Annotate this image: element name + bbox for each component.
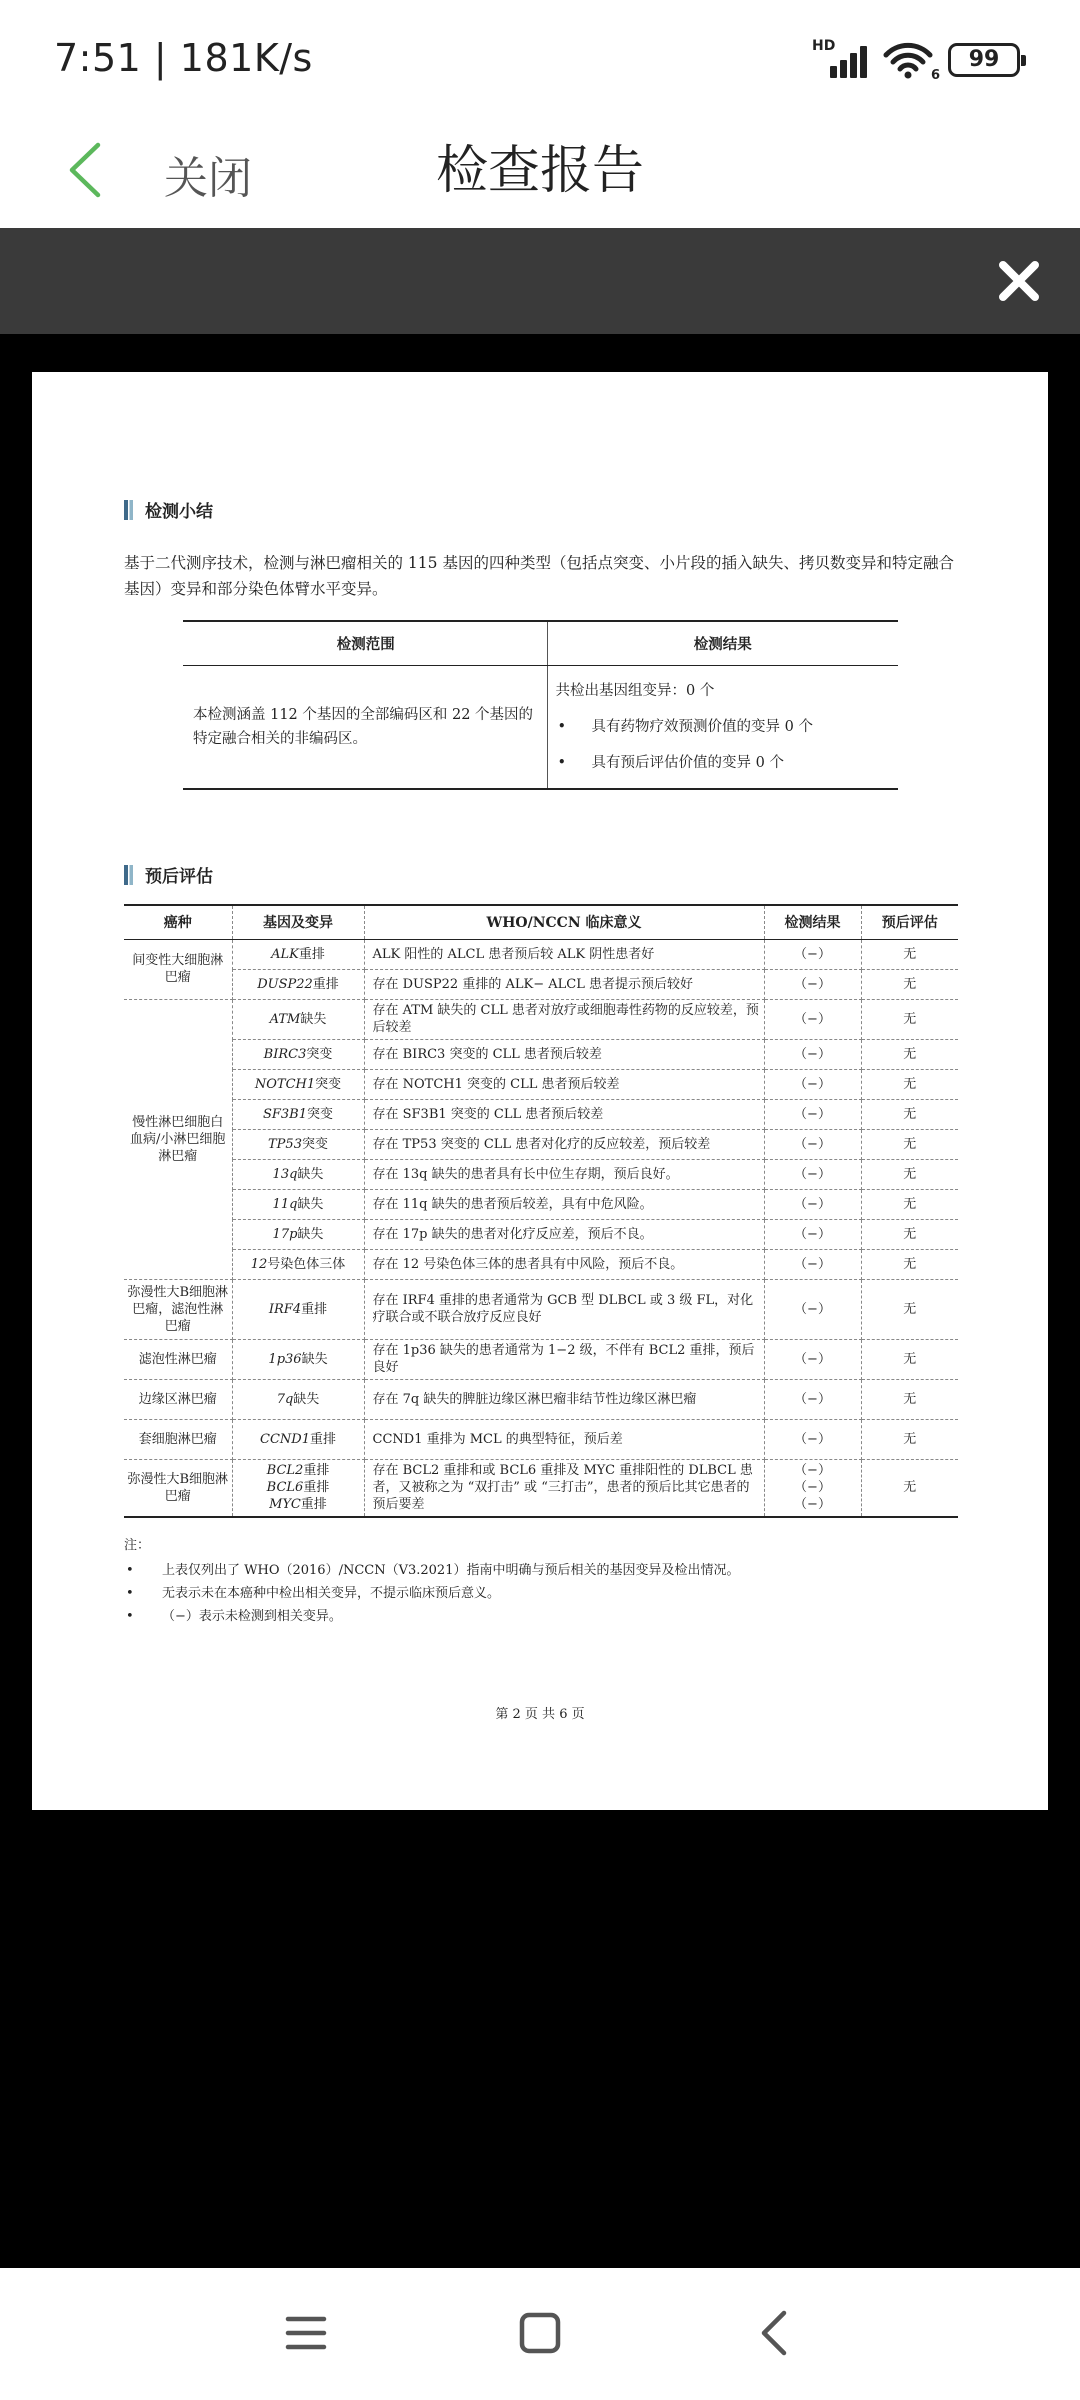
cancer-type-cell: 弥漫性大B细胞淋巴瘤 bbox=[124, 1459, 232, 1517]
evaluation-cell: 无 bbox=[861, 1339, 958, 1379]
evaluation-cell: 无 bbox=[861, 1279, 958, 1339]
significance-cell: 存在 7q 缺失的脾脏边缘区淋巴瘤非结节性边缘区淋巴瘤 bbox=[364, 1379, 764, 1419]
evaluation-cell: 无 bbox=[861, 1379, 958, 1419]
result-cell: （−） bbox=[764, 1159, 861, 1189]
summary-result-item: • 具有药物疗效预测价值的变异 0 个 bbox=[556, 715, 891, 739]
evaluation-cell: 无 bbox=[861, 1419, 958, 1459]
result-cell: （−） bbox=[764, 1129, 861, 1159]
prognosis-table-header bbox=[124, 905, 958, 939]
summary-heading bbox=[124, 497, 213, 522]
evaluation-cell: 无 bbox=[861, 1219, 958, 1249]
gene-cell: 17p缺失 bbox=[232, 1219, 364, 1249]
table-row bbox=[124, 1039, 958, 1069]
wifi-subscript: 6 bbox=[930, 68, 940, 83]
prognosis-table bbox=[124, 904, 958, 1518]
table-row bbox=[124, 1379, 958, 1419]
cancer-type-cell: 弥漫性大B细胞淋巴瘤，滤泡性淋巴瘤 bbox=[124, 1279, 232, 1339]
system-nav-bar bbox=[0, 2268, 1080, 2400]
menu-button[interactable] bbox=[266, 2298, 346, 2368]
result-cell: （−） bbox=[764, 1219, 861, 1249]
note-item: • 无表示未在本癌种中检出相关变异，不提示临床预后意义。 bbox=[124, 1582, 958, 1605]
significance-cell: 存在 13q 缺失的患者具有长中位生存期，预后良好。 bbox=[364, 1159, 764, 1189]
gene-cell: BIRC3突变 bbox=[232, 1039, 364, 1069]
gene-cell: 13q缺失 bbox=[232, 1159, 364, 1189]
table-row bbox=[124, 1069, 958, 1099]
note-item: • 上表仅列出了 WHO（2016）/NCCN（V3.2021）指南中明确与预后相关的基因变异及检出情况。 bbox=[124, 1559, 958, 1582]
evaluation-cell: 无 bbox=[861, 999, 958, 1039]
gene-cell: 7q缺失 bbox=[232, 1379, 364, 1419]
battery-icon: 99 bbox=[948, 43, 1020, 77]
status-time: 7:51 | 181K/s bbox=[54, 36, 313, 80]
prognosis-heading bbox=[124, 862, 213, 887]
gene-cell: 11q缺失 bbox=[232, 1189, 364, 1219]
significance-cell: 存在 11q 缺失的患者预后较差，具有中危风险。 bbox=[364, 1189, 764, 1219]
header-significance: WHO/NCCN 临床意义 bbox=[364, 905, 764, 939]
significance-cell: 存在 TP53 突变的 CLL 患者对化疗的反应较差，预后较差 bbox=[364, 1129, 764, 1159]
table-row bbox=[124, 1249, 958, 1279]
evaluation-cell: 无 bbox=[861, 1039, 958, 1069]
status-bar bbox=[0, 0, 1080, 120]
significance-cell: 存在 ATM 缺失的 CLL 患者对放疗或细胞毒性药物的反应较差，预后较差 bbox=[364, 999, 764, 1039]
significance-cell: 存在 BCL2 重排和或 BCL6 重排及 MYC 重排阳性的 DLBCL 患者，又被称之为 “双打击” 或 “三打击”，患者的预后比其它患者的预后要差 bbox=[364, 1459, 764, 1517]
cell-signal-icon bbox=[812, 38, 868, 78]
significance-cell: 存在 1p36 缺失的患者通常为 1−2 级，不伴有 BCL2 重排，预后良好 bbox=[364, 1339, 764, 1379]
significance-cell: 存在 17p 缺失的患者对化疗反应差，预后不良。 bbox=[364, 1219, 764, 1249]
significance-cell: 存在 SF3B1 突变的 CLL 患者预后较差 bbox=[364, 1099, 764, 1129]
table-row bbox=[124, 999, 958, 1039]
close-link[interactable]: 关闭 bbox=[164, 153, 252, 204]
evaluation-cell: 无 bbox=[861, 1099, 958, 1129]
summary-table-header-scope: 检测范围 bbox=[183, 621, 547, 665]
table-row bbox=[124, 1339, 958, 1379]
evaluation-cell: 无 bbox=[861, 939, 958, 969]
cancer-type-cell: 套细胞淋巴瘤 bbox=[124, 1419, 232, 1459]
significance-cell: 存在 NOTCH1 突变的 CLL 患者预后较差 bbox=[364, 1069, 764, 1099]
table-row bbox=[124, 1419, 958, 1459]
table-row bbox=[124, 969, 958, 999]
note-item: • （−）表示未检测到相关变异。 bbox=[124, 1605, 958, 1628]
table-row bbox=[124, 1279, 958, 1339]
summary-heading-text: 检测小结 bbox=[145, 502, 213, 522]
summary-paragraph: 基于二代测序技术，检测与淋巴瘤相关的 115 基因的四种类型（包括点突变、小片段的插入缺失、拷贝数变异和特定融合基因）变异和部分染色体臂水平变异。 bbox=[124, 554, 954, 598]
significance-cell: CCND1 重排为 MCL 的典型特征，预后差 bbox=[364, 1419, 764, 1459]
header-cancer-type: 癌种 bbox=[124, 905, 232, 939]
cancer-type-cell: 滤泡性淋巴瘤 bbox=[124, 1339, 232, 1379]
summary-table bbox=[183, 620, 898, 790]
gene-cell: IRF4重排 bbox=[232, 1279, 364, 1339]
menu-icon bbox=[284, 2313, 328, 2353]
header-result: 检测结果 bbox=[764, 905, 861, 939]
result-cell: （−） （−） （−） bbox=[764, 1459, 861, 1517]
result-cell: （−） bbox=[764, 969, 861, 999]
gene-cell: DUSP22重排 bbox=[232, 969, 364, 999]
summary-table-header-result: 检测结果 bbox=[547, 621, 898, 665]
gene-cell: 1p36缺失 bbox=[232, 1339, 364, 1379]
summary-scope-cell: 本检测涵盖 112 个基因的全部编码区和 22 个基因的特定融合相关的非编码区。 bbox=[183, 665, 547, 789]
evaluation-cell: 无 bbox=[861, 1159, 958, 1189]
summary-result-cell bbox=[547, 665, 898, 789]
evaluation-cell: 无 bbox=[861, 1189, 958, 1219]
table-row bbox=[124, 1159, 958, 1189]
app-bar bbox=[0, 120, 1080, 228]
result-cell: （−） bbox=[764, 1249, 861, 1279]
evaluation-cell: 无 bbox=[861, 1129, 958, 1159]
notes-title: 注： bbox=[124, 1538, 151, 1553]
table-row bbox=[124, 1459, 958, 1517]
result-cell: （−） bbox=[764, 1189, 861, 1219]
notes bbox=[124, 1534, 958, 1628]
section-marker-icon bbox=[124, 865, 133, 885]
close-x-icon bbox=[998, 260, 1040, 302]
back-nav-button[interactable] bbox=[734, 2298, 814, 2368]
result-cell: （−） bbox=[764, 939, 861, 969]
significance-cell: 存在 BIRC3 突变的 CLL 患者预后较差 bbox=[364, 1039, 764, 1069]
gene-cell: ATM缺失 bbox=[232, 999, 364, 1039]
page-title bbox=[0, 128, 1080, 203]
page-number: 第 2 页 共 6 页 bbox=[495, 1707, 585, 1722]
back-triangle-icon bbox=[756, 2309, 792, 2357]
table-row bbox=[124, 1129, 958, 1159]
table-row bbox=[124, 1099, 958, 1129]
wifi-icon bbox=[882, 41, 940, 83]
significance-cell: ALK 阳性的 ALCL 患者预后较 ALK 阴性患者好 bbox=[364, 939, 764, 969]
result-cell: （−） bbox=[764, 1069, 861, 1099]
cancer-type-cell: 间变性大细胞淋巴瘤 bbox=[124, 939, 232, 999]
cancer-type-cell: 边缘区淋巴瘤 bbox=[124, 1379, 232, 1419]
gene-cell: NOTCH1突变 bbox=[232, 1069, 364, 1099]
header-gene: 基因及变异 bbox=[232, 905, 364, 939]
prognosis-heading-text: 预后评估 bbox=[145, 867, 213, 887]
status-icons bbox=[812, 38, 1020, 83]
viewer-close-button[interactable] bbox=[988, 250, 1050, 312]
header-evaluation: 预后评估 bbox=[861, 905, 958, 939]
summary-result-item: • 具有预后评估价值的变异 0 个 bbox=[556, 751, 891, 775]
result-cell: （−） bbox=[764, 1339, 861, 1379]
network-type-label: HD bbox=[812, 38, 836, 54]
result-cell: （−） bbox=[764, 999, 861, 1039]
table-row bbox=[124, 1189, 958, 1219]
evaluation-cell: 无 bbox=[861, 1459, 958, 1517]
result-cell: （−） bbox=[764, 1419, 861, 1459]
result-cell: （−） bbox=[764, 1099, 861, 1129]
gene-cell: 12号染色体三体 bbox=[232, 1249, 364, 1279]
document-viewer[interactable] bbox=[0, 334, 1080, 2268]
table-row bbox=[124, 939, 958, 969]
summary-result-head: 共检出基因组变异：0 个 bbox=[555, 682, 715, 699]
cancer-type-cell: 慢性淋巴细胞白血病/小淋巴细胞淋巴瘤 bbox=[124, 999, 232, 1279]
result-cell: （−） bbox=[764, 1379, 861, 1419]
evaluation-cell: 无 bbox=[861, 1249, 958, 1279]
significance-cell: 存在 12 号染色体三体的患者具有中风险，预后不良。 bbox=[364, 1249, 764, 1279]
home-button[interactable] bbox=[500, 2298, 580, 2368]
gene-cell: CCND1重排 bbox=[232, 1419, 364, 1459]
gene-cell: ALK重排 bbox=[232, 939, 364, 969]
gene-cell: BCL2重排 BCL6重排 MYC重排 bbox=[232, 1459, 364, 1517]
section-marker-icon bbox=[124, 500, 133, 520]
document-page bbox=[32, 372, 1048, 1810]
evaluation-cell: 无 bbox=[861, 1069, 958, 1099]
viewer-toolbar bbox=[0, 228, 1080, 334]
result-cell: （−） bbox=[764, 1039, 861, 1069]
gene-cell: SF3B1突变 bbox=[232, 1099, 364, 1129]
result-cell: （−） bbox=[764, 1279, 861, 1339]
gene-cell: TP53突变 bbox=[232, 1129, 364, 1159]
page-title-text: 检查报告 bbox=[435, 141, 644, 201]
significance-cell: 存在 DUSP22 重排的 ALK− ALCL 患者提示预后较好 bbox=[364, 969, 764, 999]
evaluation-cell: 无 bbox=[861, 969, 958, 999]
significance-cell: 存在 IRF4 重排的患者通常为 GCB 型 DLBCL 或 3 级 FL，对化疗联合或不联合放疗反应良好 bbox=[364, 1279, 764, 1339]
home-square-icon bbox=[518, 2311, 562, 2355]
table-row bbox=[124, 1219, 958, 1249]
